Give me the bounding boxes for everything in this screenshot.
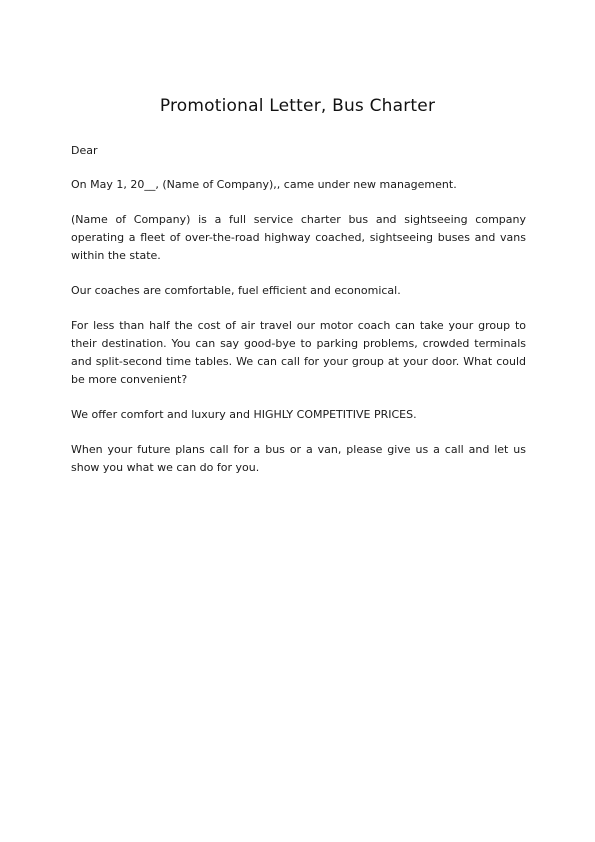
paragraph-management: On May 1, 20__, (Name of Company),, came under new management. — [71, 178, 457, 191]
document-title: Promotional Letter, Bus Charter — [159, 96, 436, 116]
paragraph-cost-comparison: For less than half the cost of air travel our motor coach can take your group to their destination. You can say good-bye to parking problems, crowded terminals and split-second time tables. We can call for your group at your door. What could be more convenient? — [71, 319, 526, 386]
paragraph-coaches: Our coaches are comfortable, fuel efficient and economical. — [71, 284, 401, 297]
paragraph-call-to-action: When your future plans call for a bus or a van, please give us a call and let us show you what we can do for you. — [71, 443, 526, 474]
letter-body — [71, 142, 526, 494]
paragraph-pricing: We offer comfort and luxury and HIGHLY COMPETITIVE PRICES. — [71, 408, 417, 421]
paragraph-company-description: (Name of Company) is a full service charter bus and sightseeing company operating a fleet of over-the-road highway coached, sightseeing buses and vans within the state. — [71, 213, 526, 262]
salutation: Dear — [71, 144, 98, 157]
